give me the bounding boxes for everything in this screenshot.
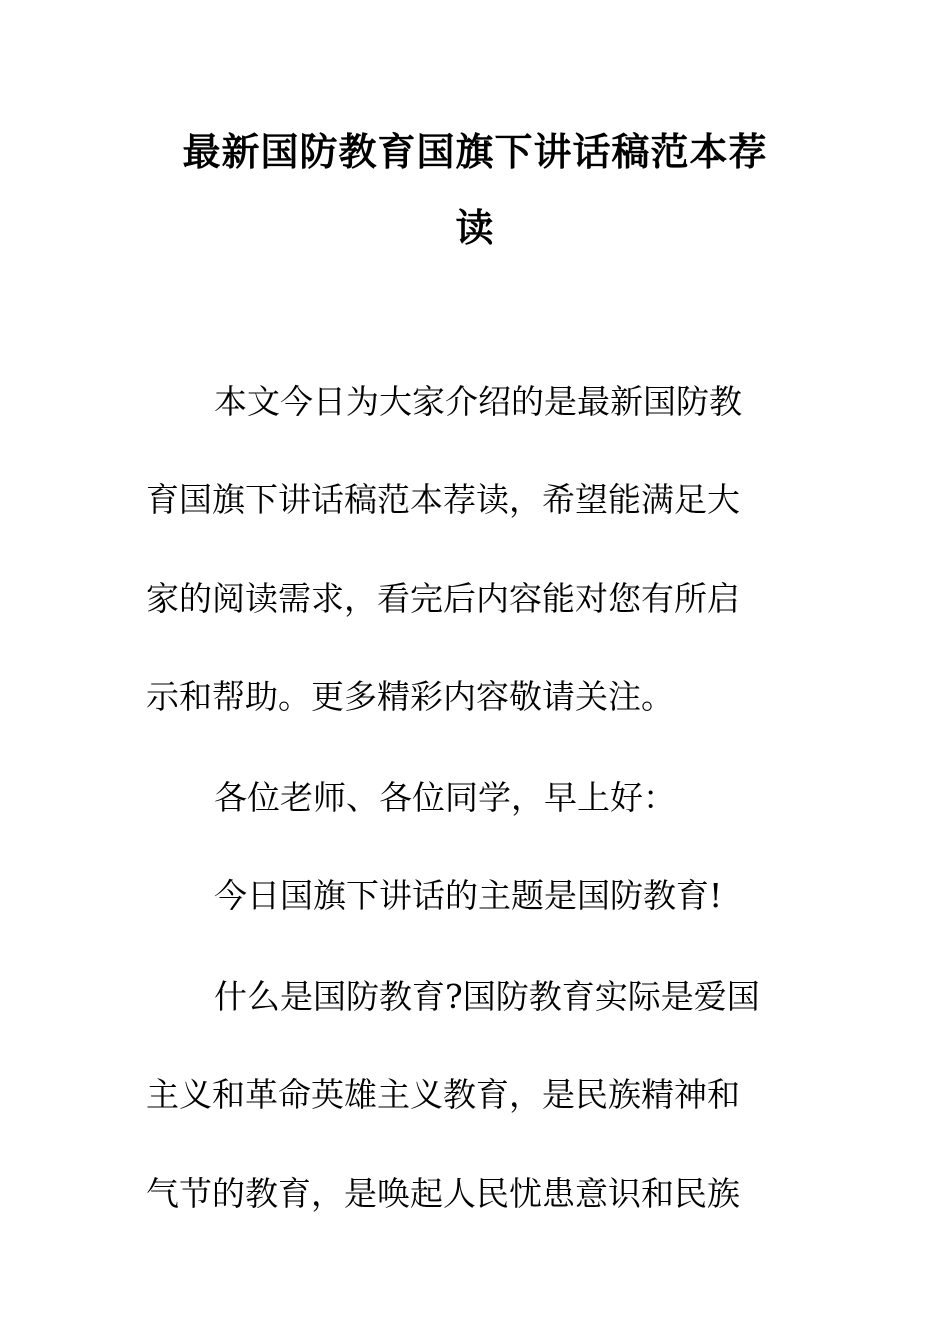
body-line-1: 本文今日为大家介绍的是最新国防教	[214, 382, 742, 421]
body-line-8: 主义和革命英雄主义教育，是民族精神和	[146, 1075, 740, 1114]
body-line-2: 育国旗下讲话稿范本荐读，希望能满足大	[146, 480, 740, 519]
body-line-7: 什么是国防教育?国防教育实际是爱国	[214, 977, 760, 1016]
body-line-6: 今日国旗下讲话的主题是国防教育!	[214, 876, 723, 915]
body-line-9: 气节的教育，是唤起人民忧患意识和民族	[146, 1174, 740, 1213]
body-line-4: 示和帮助。更多精彩内容敬请关注。	[146, 677, 674, 716]
document-title-line-2: 读	[455, 205, 495, 250]
body-line-3: 家的阅读需求，看完后内容能对您有所启	[146, 579, 740, 618]
document-title-line-1: 最新国防教育国旗下讲话稿范本荐	[182, 129, 768, 174]
body-line-5: 各位老师、各位同学，早上好：	[214, 778, 676, 817]
